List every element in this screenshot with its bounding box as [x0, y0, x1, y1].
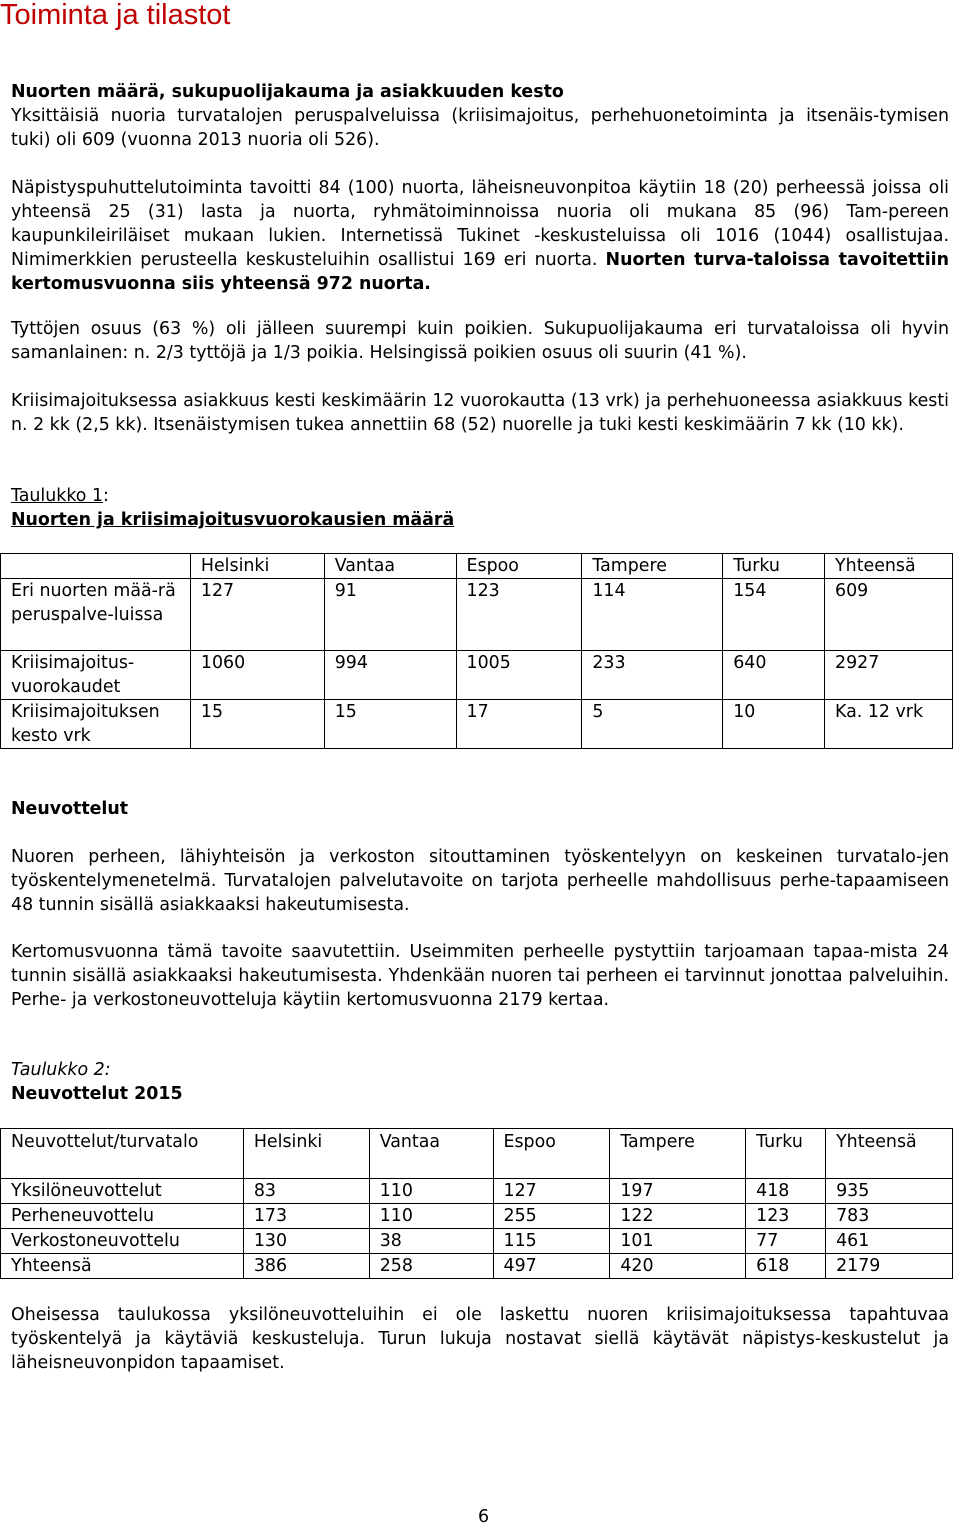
section-heading-nuorten-maara: Nuorten määrä, sukupuolijakauma ja asiakkuuden kesto [11, 82, 564, 102]
paragraph-text: Näpistyspuhuttelutoiminta tavoitti 84 (100) nuorta, läheisneuvonpitoa käytiin 18 (20) perheessä joissa oli yhteensä 25 (31) lasta ja nuorta, ryhmätoiminnoissa nuoria oli mukana 85 (96) Tam-pereen kaupunkileiriläiset mukaan lukien. Internetissä Tukinet -keskusteluissa oli 1016 (1044) osallistujaa. Nimimerkkien perusteella keskusteluihin osallistui 169 eri nuorta. [11, 178, 949, 270]
paragraph: Kriisimajoituksessa asiakkuus kesti keskimäärin 12 vuorokautta (13 vrk) ja perhehuoneessa asiakkuus kesti n. 2 kk (2,5 kk). Itsenäistymisen tukea annettiin 68 (52) nuorelle ja tuki kesti keskimäärin 7 kk (10 kk). [11, 391, 949, 435]
table1-caption-label-text: Taulukko 1 [11, 486, 104, 506]
table2-caption-title: Neuvottelut 2015 [11, 1084, 183, 1104]
table-cell: 114 [582, 579, 723, 651]
table-cell: 122 [610, 1204, 746, 1229]
paragraph: Kertomusvuonna tämä tavoite saavutettiin. Useimmiten perheelle pystyttiin tarjoamaan tapaa-mista 24 tunnin sisällä asiakkaaksi hakeutumisesta. Yhdenkään nuoren tai perheen ei tarvinnut jonottaa palveluihin. Perhe- ja verkostoneuvotteluja käytiin kertomusvuonna 2179 kertaa. [11, 942, 949, 1010]
table1-caption-colon: : [103, 486, 109, 506]
header-cell [1, 554, 191, 579]
header-cell: Espoo [456, 554, 582, 579]
table-header-row [1, 1129, 953, 1179]
header-cell: Turku [746, 1129, 826, 1179]
table-cell: 127 [190, 579, 324, 651]
table-cell: 197 [610, 1179, 746, 1204]
table-cell: 173 [243, 1204, 369, 1229]
table-cell: 15 [190, 700, 324, 749]
table-cell: 38 [369, 1229, 493, 1254]
header-cell: Helsinki [243, 1129, 369, 1179]
row-label: Yksilöneuvottelut [1, 1179, 244, 1204]
table-cell: 420 [610, 1254, 746, 1279]
table-cell: 994 [324, 651, 456, 700]
row-label: Yhteensä [1, 1254, 244, 1279]
row-label: Verkostoneuvottelu [1, 1229, 244, 1254]
header-cell: Helsinki [190, 554, 324, 579]
table-cell: 127 [493, 1179, 610, 1204]
table-cell: 17 [456, 700, 582, 749]
table-row [1, 700, 953, 749]
table-row [1, 1254, 953, 1279]
row-label: Eri nuorten mää-rä peruspalve-luissa [1, 579, 191, 651]
header-cell: Turku [723, 554, 825, 579]
table-cell: 101 [610, 1229, 746, 1254]
table-row [1, 579, 953, 651]
paragraph: Nuoren perheen, lähiyhteisön ja verkoston sitouttaminen työskentelyyn on keskeinen turvatalo-jen työskentelymenetelmä. Turvatalojen palvelutavoite on tarjota perheelle mahdollisuus perhe-tapaamiseen 48 tunnin sisällä asiakkaaksi hakeutumisesta. [11, 847, 949, 915]
table-row [1, 651, 953, 700]
table-cell: 10 [723, 700, 825, 749]
table-cell: 258 [369, 1254, 493, 1279]
table-cell: 5 [582, 700, 723, 749]
table-cell: 255 [493, 1204, 610, 1229]
table-cell: 91 [324, 579, 456, 651]
table-cell: 618 [746, 1254, 826, 1279]
table-neuvottelut-2015 [0, 1128, 953, 1279]
paragraph: Tyttöjen osuus (63 %) oli jälleen suurempi kuin poikien. Sukupuolijakauma eri turvataloissa oli hyvin samanlainen: n. 2/3 tyttöjä ja 1/3 poikia. Helsingissä poikien osuus oli suurin (41 %). [11, 319, 949, 363]
table-header-row [1, 554, 953, 579]
page-number: 6 [478, 1507, 490, 1527]
table-cell: 154 [723, 579, 825, 651]
paragraph [11, 176, 949, 296]
table-cell: 640 [723, 651, 825, 700]
table-row [1, 1204, 953, 1229]
table-cell: 609 [825, 579, 953, 651]
row-label: Kriisimajoitus-vuorokaudet [1, 651, 191, 700]
table-cell: 115 [493, 1229, 610, 1254]
table-cell: 83 [243, 1179, 369, 1204]
table-cell: 1060 [190, 651, 324, 700]
table1-caption-title: Nuorten ja kriisimajoitusvuorokausien määrä [11, 510, 455, 530]
section-heading-neuvottelut: Neuvottelut [11, 799, 129, 819]
table-cell: 110 [369, 1204, 493, 1229]
paragraph: Yksittäisiä nuoria turvatalojen peruspalveluissa (kriisimajoitus, perhehuonetoiminta ja itsenäis-tymisen tuki) oli 609 (vuonna 2013 nuoria oli 526). [11, 106, 949, 150]
table-cell: 130 [243, 1229, 369, 1254]
header-cell: Espoo [493, 1129, 610, 1179]
header-cell: Vantaa [324, 554, 456, 579]
page-title: Toiminta ja tilastot [0, 0, 231, 31]
row-label: Kriisimajoituksen kesto vrk [1, 700, 191, 749]
table-cell: 783 [826, 1204, 953, 1229]
table-row [1, 1229, 953, 1254]
paragraph: Oheisessa taulukossa yksilöneuvotteluihin ei ole laskettu nuoren kriisimajoituksessa tapahtuvaa työskentelyä ja käytäviä keskusteluja. Turun lukuja nostavat siellä käytävät näpistys-keskustelut ja läheisneuvonpidon tapaamiset. [11, 1305, 949, 1373]
table-cell: 935 [826, 1179, 953, 1204]
table-row [1, 1179, 953, 1204]
paragraph-bold-text: Nuorten turva-taloissa tavoitettiin kertomusvuonna siis yhteensä 972 nuorta. [11, 250, 949, 294]
table-cell: 233 [582, 651, 723, 700]
header-cell: Neuvottelut/turvatalo [1, 1129, 244, 1179]
header-cell: Yhteensä [825, 554, 953, 579]
table-cell: 461 [826, 1229, 953, 1254]
table2-caption-label: Taulukko 2: [11, 1060, 111, 1080]
table-cell: Ka. 12 vrk [825, 700, 953, 749]
header-cell: Tampere [610, 1129, 746, 1179]
table-cell: 77 [746, 1229, 826, 1254]
table-cell: 497 [493, 1254, 610, 1279]
table-cell: 2927 [825, 651, 953, 700]
table-nuorten-ja-kriisimajoitus [0, 553, 953, 749]
table-cell: 123 [456, 579, 582, 651]
row-label: Perheneuvottelu [1, 1204, 244, 1229]
table-cell: 1005 [456, 651, 582, 700]
header-cell: Tampere [582, 554, 723, 579]
table1-caption-label [11, 484, 949, 508]
table-cell: 110 [369, 1179, 493, 1204]
table-cell: 2179 [826, 1254, 953, 1279]
table-cell: 386 [243, 1254, 369, 1279]
header-cell: Yhteensä [826, 1129, 953, 1179]
table-cell: 15 [324, 700, 456, 749]
table-cell: 123 [746, 1204, 826, 1229]
header-cell: Vantaa [369, 1129, 493, 1179]
table-cell: 418 [746, 1179, 826, 1204]
